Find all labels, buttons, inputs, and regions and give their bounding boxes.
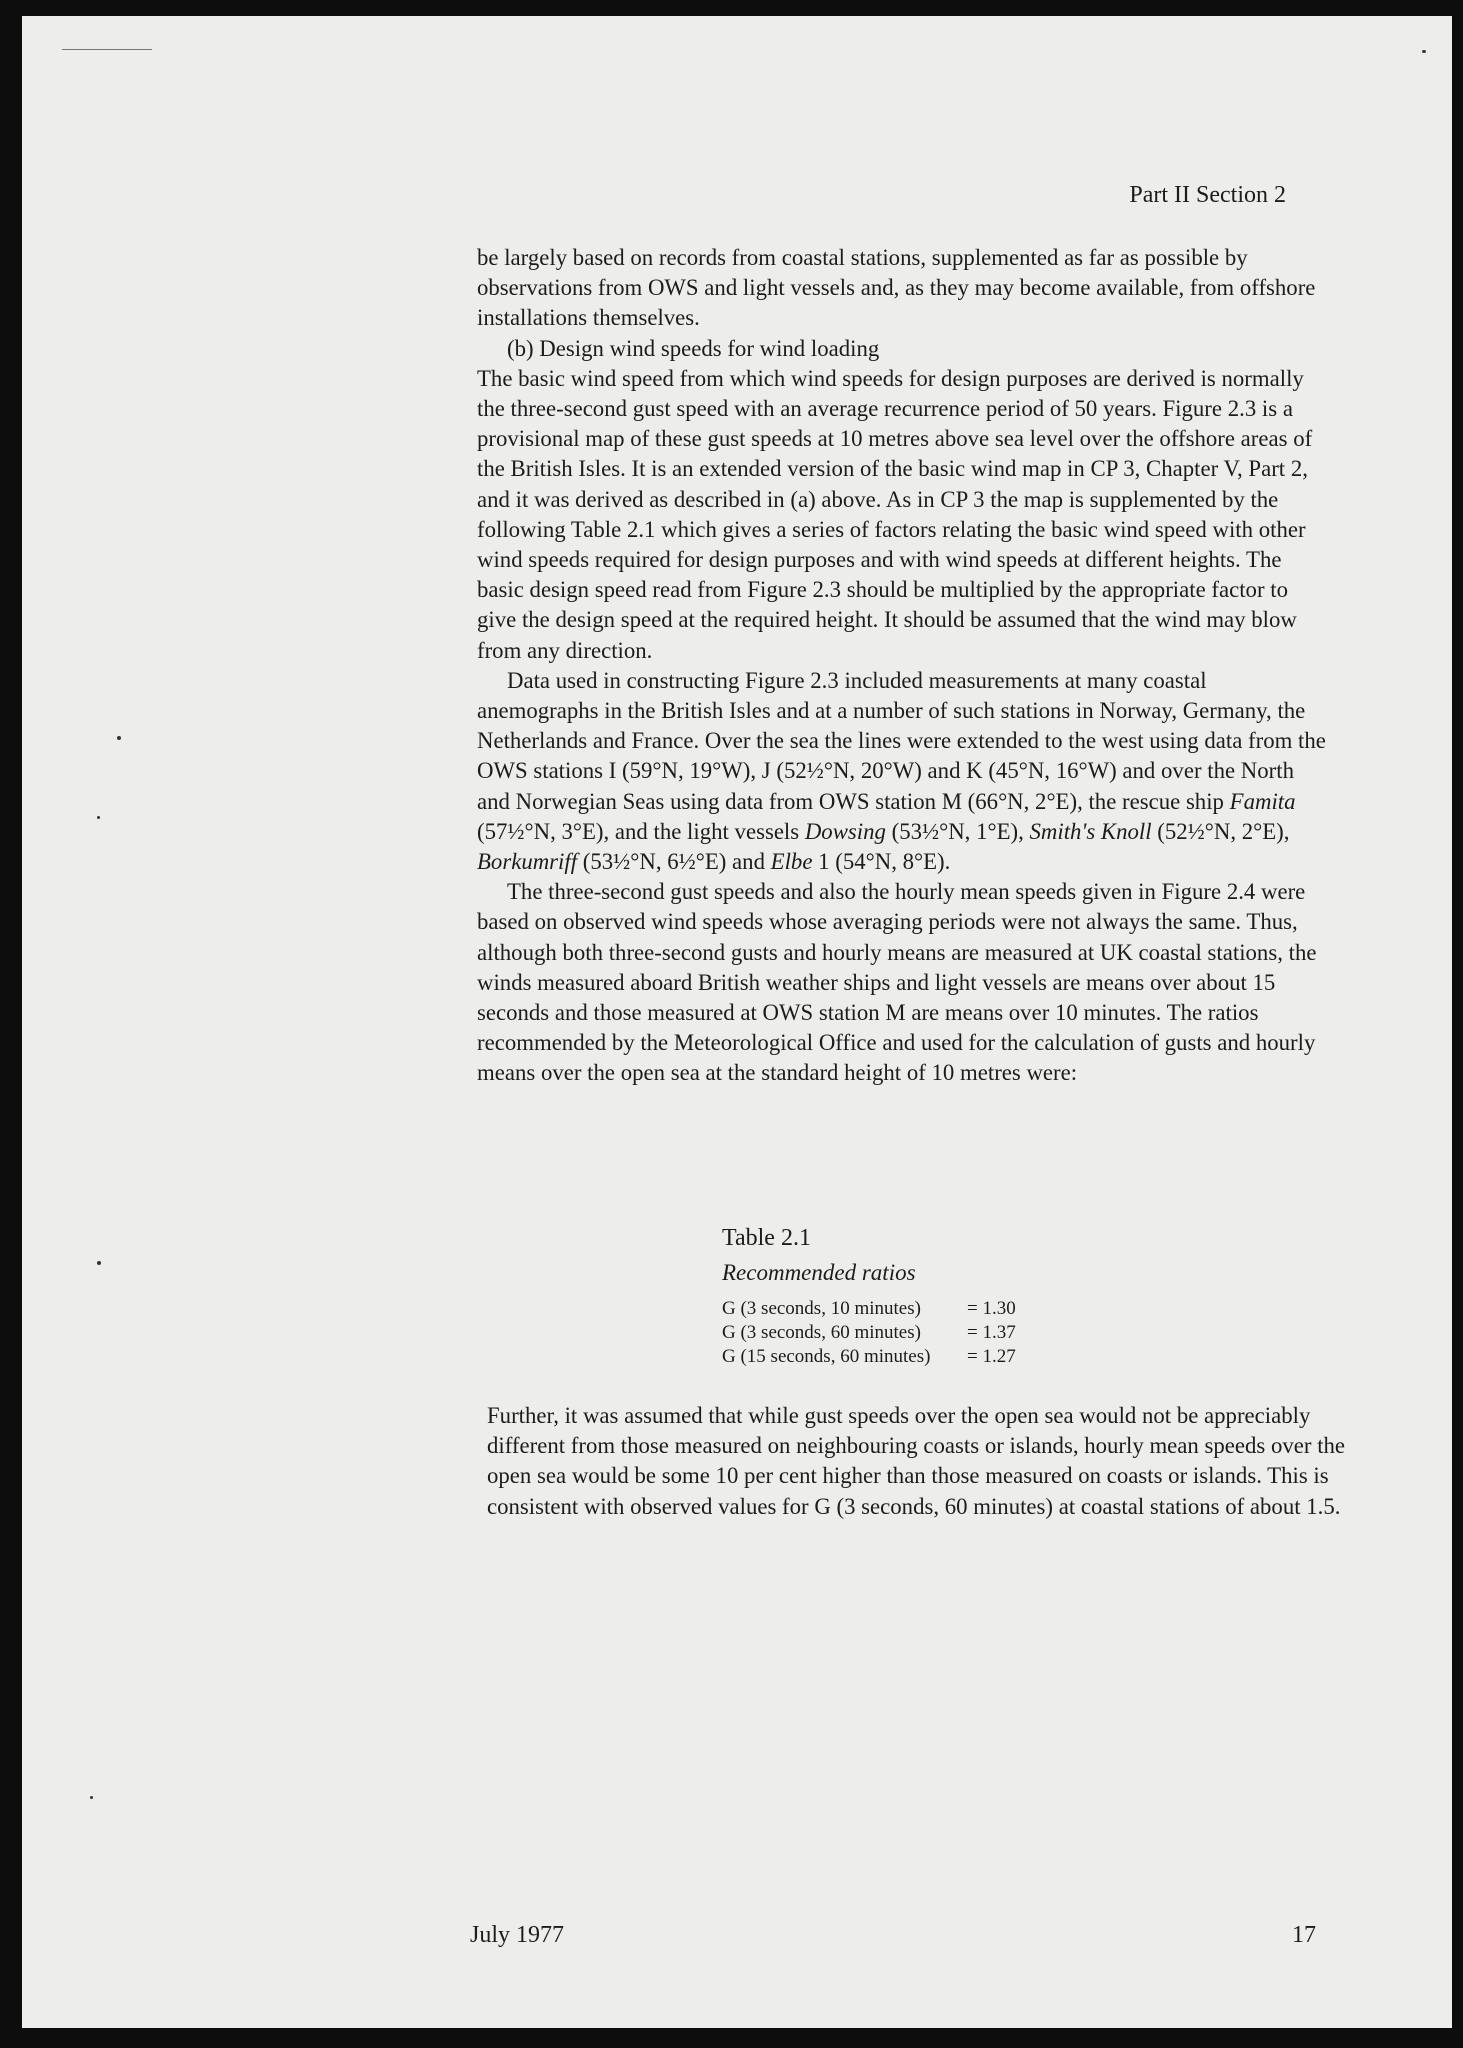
ratio-label: G (15 seconds, 60 minutes)	[722, 1346, 931, 1367]
page-number: 17	[1292, 1922, 1316, 1948]
ratio-row	[722, 1297, 1016, 1321]
paragraph-gust-speeds: The three-second gust speeds and also the hourly mean speeds given in Figure 2.4 were based on observed wind speeds whose averaging periods were not always the same. Thus, although both three-second gusts and hourly means are measured at UK coastal stations, the winds measured aboard British weather ships and light vessels are means over about 15 seconds and those measured at OWS station M are means over 10 minutes. The ratios recommended by the Meteorological Office and used for the calculation of gusts and hourly means over the open sea at the standard height of 10 metres were:	[477, 879, 1317, 1086]
ratio-row	[722, 1345, 1016, 1369]
footer-date: July 1977	[470, 1922, 565, 1948]
ship-name: Dowsing	[804, 818, 886, 844]
document-page	[22, 16, 1452, 2028]
ratio-value: = 1.37	[967, 1322, 1016, 1343]
table-title: Table 2.1	[722, 1225, 811, 1251]
ratio-row	[722, 1321, 1016, 1345]
paragraph-basic-wind-speed: The basic wind speed from which wind speeds for design purposes are derived is normally the three-second gust speed with an average recurrence period of 50 years. Figure 2.3 is a provisional map of these gust speeds at 10 metres above sea level over the offshore areas of the British Isles. It is an extended version of the basic wind map in CP 3, Chapter V, Part 2, and it was derived as described in (a) above. As in CP 3 the map is supplemented by the following Table 2.1 which gives a series of factors relating the basic wind speed with other wind speeds required for design purposes and with wind speeds at different heights. The basic design speed read from Figure 2.3 should be multiplied by the appropriate factor to give the design speed at the required height. It should be assumed that the wind may blow from any direction.	[477, 365, 1313, 663]
body-text	[477, 243, 1332, 1089]
ship-name: Elbe	[770, 849, 813, 875]
section-header: Part II Section 2	[1129, 182, 1286, 208]
scan-mark	[62, 49, 152, 50]
ratio-value: = 1.27	[967, 1346, 1016, 1367]
scan-speck	[90, 1796, 93, 1799]
ratio-label: G (3 seconds, 60 minutes)	[722, 1322, 921, 1343]
ratio-value: = 1.30	[967, 1298, 1016, 1319]
scan-speck	[97, 1261, 101, 1265]
ratio-label: G (3 seconds, 10 minutes)	[722, 1298, 921, 1319]
scan-speck	[1422, 50, 1426, 53]
scan-speck	[117, 736, 121, 740]
table-caption: Recommended ratios	[722, 1260, 916, 1285]
paragraph-continuation: be largely based on records from coastal stations, supplemented as far as possible by observations from OWS and light vessels and, as they may become available, from offshore installations themselves.	[477, 245, 1316, 331]
scan-speck	[97, 816, 100, 819]
paragraph-closing: Further, it was assumed that while gust speeds over the open sea would not be appreciably different from those measured on neighbouring coasts or islands, hourly mean speeds over the open sea would be some 10 per cent higher than those measured on coasts or islands. This is consistent with observed values for G (3 seconds, 60 minutes) at coastal stations of about 1.5.	[487, 1403, 1346, 1519]
paragraph-data-used: Data used in constructing Figure 2.3 included measurements at many coastal anemographs in the British Isles and at a number of such stations in Norway, Germany, the Netherlands and France. Over the sea the lines were extended to the west using data from the OWS stations I (59°N, 19°W), J (52½°N, 20°W) and K (45°N, 16°W) and over the North and Norwegian Seas using data from OWS station M (66°N, 2°E), the rescue ship Famita (57½°N, 3°E), and the light vessels Dowsing (53½°N, 1°E), Smith's Knoll (52½°N, 2°E), Borkumriff (53½°N, 6½°E) and Elbe 1 (54°N, 8°E).	[477, 667, 1326, 875]
ship-name: Famita	[1229, 788, 1296, 814]
ship-name: Borkumriff	[477, 849, 578, 875]
table-2-1	[722, 1221, 1016, 1369]
closing-text	[487, 1401, 1347, 1522]
subheading-design-wind-speeds: (b) Design wind speeds for wind loading	[507, 335, 880, 361]
ship-name: Smith's Knoll	[1029, 818, 1152, 844]
